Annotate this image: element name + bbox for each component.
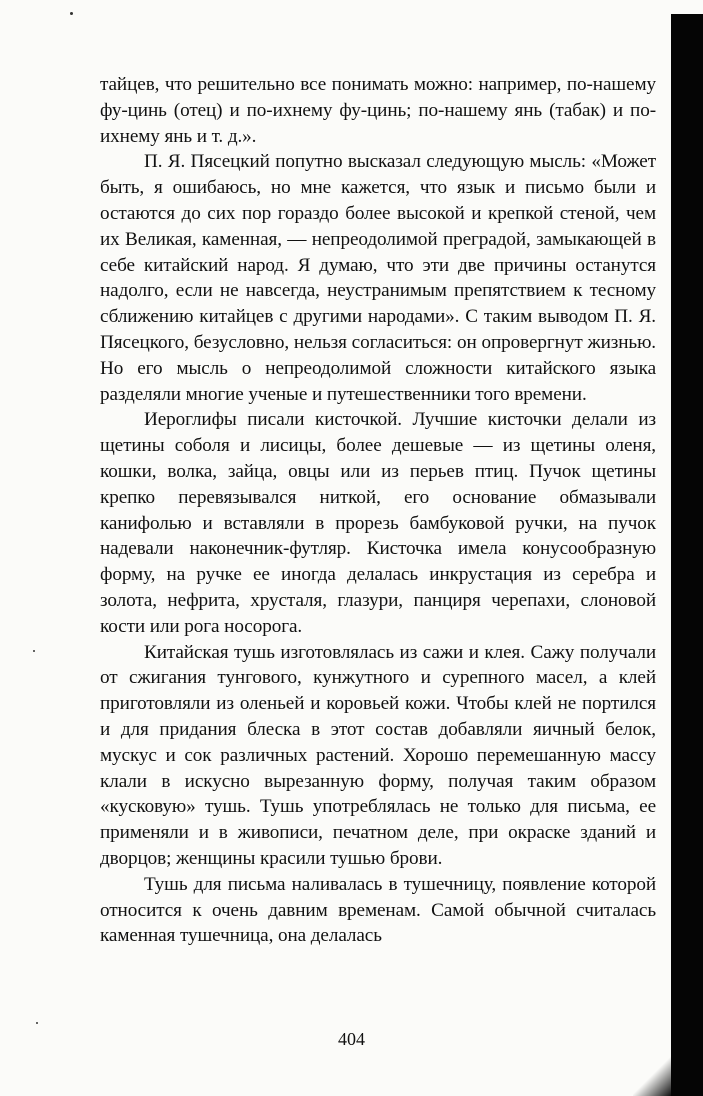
- scan-speck: [33, 650, 35, 652]
- paragraph-1: тайцев, что решительно все понимать можно: например, по-нашему фу-цинь (отец) и по-ихнему фу-цинь; по-нашему янь (табак) и по-ихнему янь и т. д.».: [100, 74, 656, 147]
- scan-shadow-edge: [671, 14, 703, 1096]
- scan-speck: [70, 12, 73, 15]
- paragraph-3: Иероглифы писали кисточкой. Лучшие кисточки делали из щетины соболя и лисицы, более дешевые — из щетины оленя, кошки, волка, зайца, овцы или из перьев птиц. Пучок щетины крепко перевязывался ниткой, его основание обмазывали канифолью и вставляли в прорезь бамбуковой ручки, на пучок надевали наконечник-футляр. Кисточка имела конусообразную форму, на ручке ее иногда делалась инкрустация из серебра и золота, нефрита, хрусталя, глазури, панциря черепахи, слоновой кости или рога носорога.: [100, 409, 656, 637]
- paragraph-5: Тушь для письма наливалась в тушечницу, появление которой относится к очень давним временам. Самой обычной считалась каменная тушечница, она делалась: [100, 873, 656, 947]
- paragraph-4: Китайская тушь изготовлялась из сажи и клея. Сажу получали от сжигания тунгового, кунжутного и сурепного масел, а клей приготовляли из оленьей и коровьей кожи. Чтобы клей не портился и для придания блеска в этот состав добавляли яичный белок, мускус и сок различных растений. Хорошо перемешанную массу клали в искусно вырезанную форму, получая таким образом «кусковую» тушь. Тушь употреблялась не только для письма, ее применяли и в живописи, печатном деле, при окраске зданий и дворцов; женщины красили тушью брови.: [100, 641, 656, 869]
- page-text: [100, 72, 656, 949]
- scan-shadow-corner: [633, 1046, 703, 1096]
- scan-speck: [36, 1022, 38, 1024]
- paragraph-2: П. Я. Пясецкий попутно высказал следующую мысль: «Может быть, я ошибаюсь, но мне кажется, что язык и письмо были и остаются до сих пор гораздо более высокой и крепкой стеной, чем их Великая, каменная, — непреодолимой преградой, замыкающей в себе китайский народ. Я думаю, что эти две причины останутся надолго, если не навсегда, неустранимым препятствием к тесному сближению китайцев с другими народами». С таким выводом П. Я. Пясецкого, безусловно, нельзя согласиться: он опровергнут жизнью. Но его мысль о непреодолимой сложности китайского языка разделяли многие ученые и путешественники того времени.: [100, 151, 656, 405]
- page-number: 404: [338, 1029, 365, 1049]
